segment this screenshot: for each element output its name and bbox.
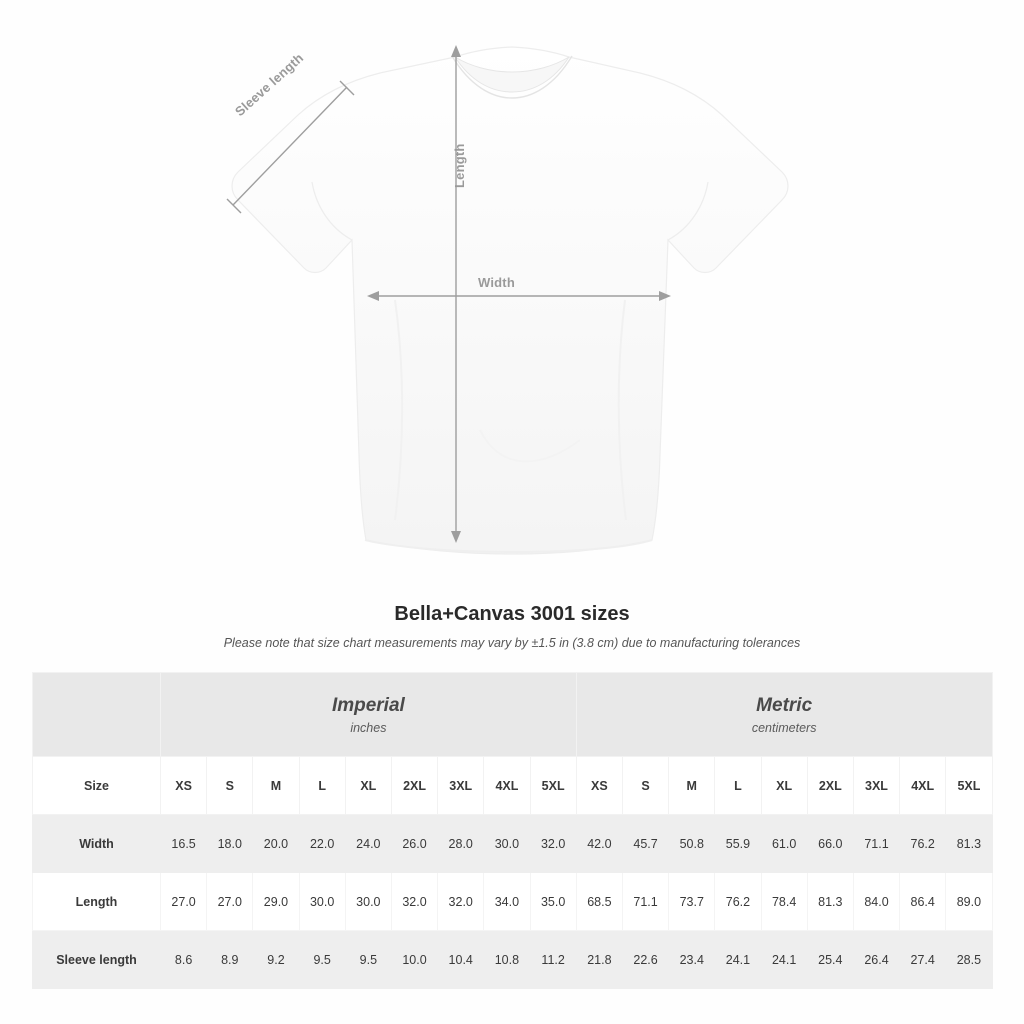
cell-sleeve-9: 21.8 <box>576 931 622 989</box>
cell-width-15: 71.1 <box>853 815 899 873</box>
cell-sleeve-6: 10.4 <box>438 931 484 989</box>
cell-width-1: 18.0 <box>207 815 253 873</box>
cell-width-4: 24.0 <box>345 815 391 873</box>
size-header-4xl-metric: 4XL <box>900 757 946 815</box>
size-header-row <box>33 757 993 815</box>
cell-length-4: 30.0 <box>345 873 391 931</box>
cell-width-2: 20.0 <box>253 815 299 873</box>
width-label: Width <box>478 275 515 290</box>
cell-length-7: 34.0 <box>484 873 530 931</box>
cell-sleeve-8: 11.2 <box>530 931 576 989</box>
table-row <box>33 873 993 931</box>
size-header-xl-metric: XL <box>761 757 807 815</box>
cell-width-10: 45.7 <box>622 815 668 873</box>
imperial-group-header <box>161 673 577 757</box>
chart-heading <box>0 603 1024 650</box>
cell-width-8: 32.0 <box>530 815 576 873</box>
cell-width-11: 50.8 <box>669 815 715 873</box>
size-header-3xl-metric: 3XL <box>853 757 899 815</box>
cell-sleeve-5: 10.0 <box>391 931 437 989</box>
cell-width-6: 28.0 <box>438 815 484 873</box>
cell-width-7: 30.0 <box>484 815 530 873</box>
page-title: Bella+Canvas 3001 sizes <box>394 603 630 625</box>
cell-length-11: 73.7 <box>669 873 715 931</box>
cell-length-0: 27.0 <box>161 873 207 931</box>
cell-sleeve-14: 25.4 <box>807 931 853 989</box>
size-header-l-imperial: L <box>299 757 345 815</box>
size-header-label: Size <box>33 757 161 815</box>
cell-width-12: 55.9 <box>715 815 761 873</box>
sleeve-length-label: Sleeve length <box>232 50 307 120</box>
cell-length-6: 32.0 <box>438 873 484 931</box>
cell-sleeve-16: 27.4 <box>900 931 946 989</box>
cell-length-3: 30.0 <box>299 873 345 931</box>
cell-length-9: 68.5 <box>576 873 622 931</box>
size-header-5xl-imperial: 5XL <box>530 757 576 815</box>
cell-sleeve-7: 10.8 <box>484 931 530 989</box>
unit-header-row <box>33 673 993 757</box>
cell-length-8: 35.0 <box>530 873 576 931</box>
cell-length-13: 78.4 <box>761 873 807 931</box>
size-table <box>32 672 993 989</box>
cell-length-16: 86.4 <box>900 873 946 931</box>
cell-width-3: 22.0 <box>299 815 345 873</box>
cell-width-16: 76.2 <box>900 815 946 873</box>
size-header-s-metric: S <box>622 757 668 815</box>
cell-sleeve-0: 8.6 <box>161 931 207 989</box>
metric-label: Metric <box>756 694 813 716</box>
imperial-unit: inches <box>350 720 387 735</box>
cell-width-0: 16.5 <box>161 815 207 873</box>
size-header-2xl-imperial: 2XL <box>391 757 437 815</box>
cell-length-2: 29.0 <box>253 873 299 931</box>
cell-length-15: 84.0 <box>853 873 899 931</box>
cell-width-14: 66.0 <box>807 815 853 873</box>
size-header-m-metric: M <box>669 757 715 815</box>
size-header-xs-imperial: XS <box>161 757 207 815</box>
cell-length-14: 81.3 <box>807 873 853 931</box>
size-header-s-imperial: S <box>207 757 253 815</box>
cell-sleeve-2: 9.2 <box>253 931 299 989</box>
size-header-3xl-imperial: 3XL <box>438 757 484 815</box>
cell-length-1: 27.0 <box>207 873 253 931</box>
unit-corner-cell <box>33 673 161 757</box>
table-row <box>33 815 993 873</box>
size-header-xs-metric: XS <box>576 757 622 815</box>
cell-sleeve-15: 26.4 <box>853 931 899 989</box>
cell-length-10: 71.1 <box>622 873 668 931</box>
length-label: Length <box>452 143 467 188</box>
cell-sleeve-3: 9.5 <box>299 931 345 989</box>
size-header-5xl-metric: 5XL <box>946 757 992 815</box>
tolerance-note: Please note that size chart measurements may vary by ±1.5 in (3.8 cm) due to manufacturing tolerances <box>223 636 801 650</box>
cell-sleeve-1: 8.9 <box>207 931 253 989</box>
metric-group-header <box>576 673 992 757</box>
cell-length-17: 89.0 <box>946 873 992 931</box>
cell-length-5: 32.0 <box>391 873 437 931</box>
cell-sleeve-11: 23.4 <box>669 931 715 989</box>
imperial-label: Imperial <box>331 694 405 716</box>
row-label-length: Length <box>33 873 161 931</box>
cell-length-12: 76.2 <box>715 873 761 931</box>
table-row <box>33 931 993 989</box>
cell-sleeve-17: 28.5 <box>946 931 992 989</box>
size-header-xl-imperial: XL <box>345 757 391 815</box>
size-header-2xl-metric: 2XL <box>807 757 853 815</box>
cell-sleeve-10: 22.6 <box>622 931 668 989</box>
size-header-m-imperial: M <box>253 757 299 815</box>
metric-unit: centimeters <box>751 720 817 735</box>
cell-sleeve-13: 24.1 <box>761 931 807 989</box>
cell-sleeve-4: 9.5 <box>345 931 391 989</box>
cell-sleeve-12: 24.1 <box>715 931 761 989</box>
row-label-sleeve-length: Sleeve length <box>33 931 161 989</box>
size-header-l-metric: L <box>715 757 761 815</box>
cell-width-17: 81.3 <box>946 815 992 873</box>
cell-width-9: 42.0 <box>576 815 622 873</box>
size-header-4xl-imperial: 4XL <box>484 757 530 815</box>
cell-width-5: 26.0 <box>391 815 437 873</box>
cell-width-13: 61.0 <box>761 815 807 873</box>
row-label-width: Width <box>33 815 161 873</box>
size-table-wrapper <box>32 672 992 989</box>
